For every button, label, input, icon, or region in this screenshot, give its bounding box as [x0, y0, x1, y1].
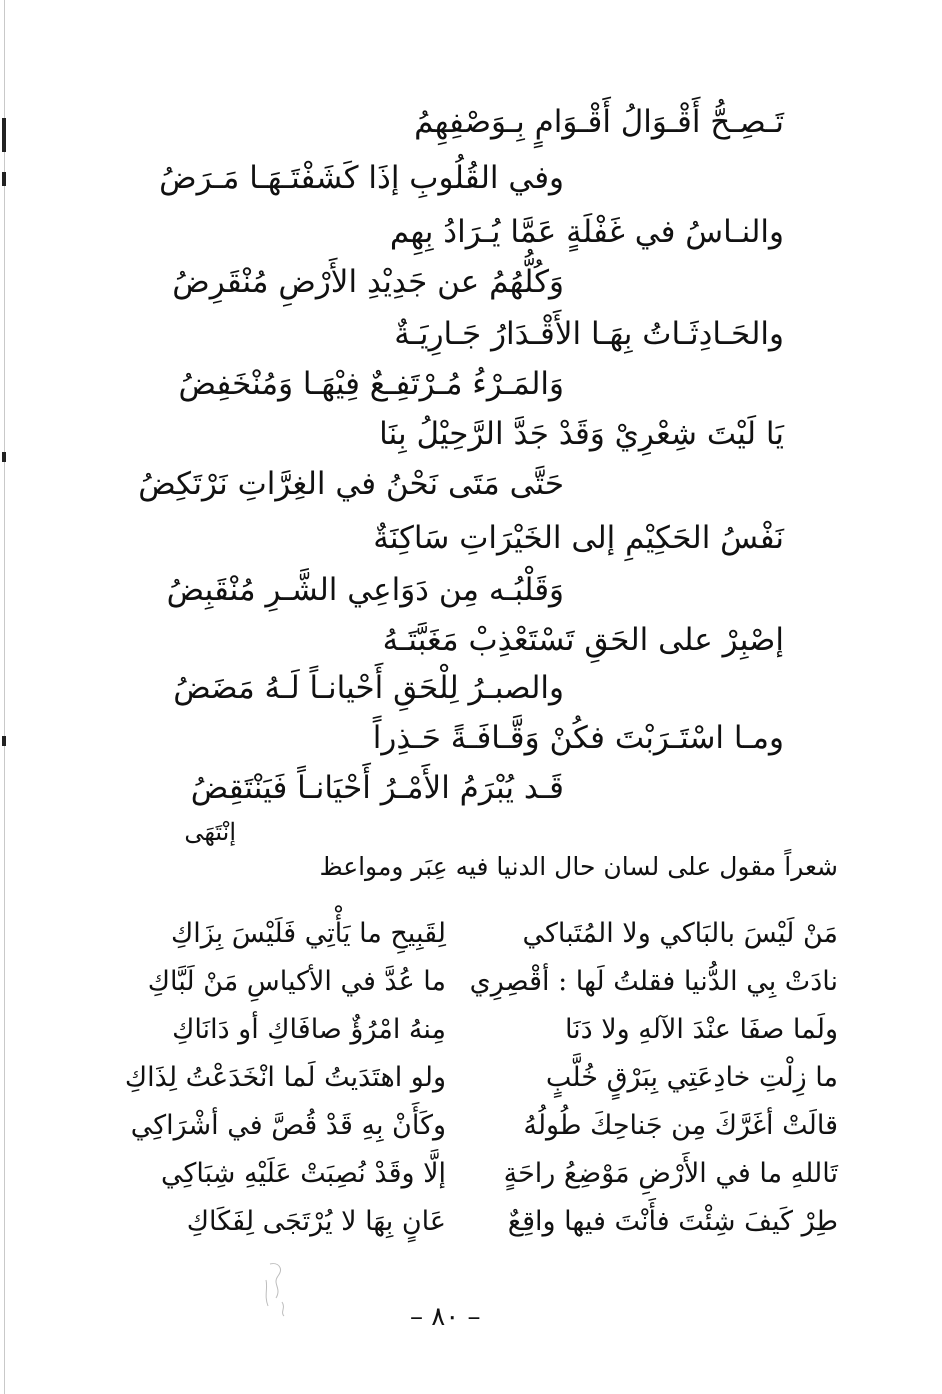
couplet-first-half: ما زِلْتِ خادِعَتِي بِبَرْقٍ خُلَّبٍ [545, 1062, 838, 1093]
couplet-first-half: قالَتْ أغَرَّكَ مِن جَناحِكَ طُولُهُ [523, 1110, 838, 1141]
end-word: إنْتَهَى [184, 818, 236, 846]
poem-one-line: وفي القُلُوبِ إذَا كَشَفْتَـهَـا مَـرَضُ [159, 160, 564, 196]
couplet-first-half: ولَما صفَا عنْدَ الآلهِ ولا دَنَا [564, 1014, 838, 1045]
poem-one-line: قَـد يُبْرَمُ الأَمْـرُ أَحْيَانـاً فَيَنْتَقِضُ [190, 770, 564, 806]
poem-one-line: ومـا اسْتَـرَبْتَ فكُنْ وَقَّـافَـةً حَـذِراً [372, 720, 784, 756]
couplet-second-half: ولو اهتَدَيتُ لَما انْخَدَعْتُ لِذَاكِ [124, 1062, 446, 1093]
scan-edge-mark [2, 452, 6, 462]
poem-one-line: تَـصِـحُّ أَقْـوَالُ أَقْـوَامٍ بِـوَصْفِهِمُ [414, 104, 784, 140]
scan-edge-mark [2, 736, 6, 746]
scan-edge-line [4, 0, 5, 1394]
poem-one-line: والصبـرُ لِلْحَقِ أَحْيانـاً لَـهُ مَضَضُ [173, 670, 564, 706]
couplet-second-half: عَانٍ بِهَا لا يُرْتَجَى لِفَكَاكِ [186, 1206, 446, 1237]
couplet-first-half: نادَتْ بِي الدُّنيا فقلتُ لَها : أقْصِرِي [469, 966, 838, 997]
poem-one-line: حَتَّى مَتَى نَحْنُ في الغِرَّاتِ نَرْتَكِضُ [138, 466, 564, 502]
poem-one-line: نَفْسُ الحَكِيْمِ إلى الخَيْرَاتِ سَاكِنَةٌ [373, 520, 784, 556]
couplet-second-half: لِقَبِيحِ ما يَأْتِي فَلَيْسَ بِزَاكِ [171, 918, 446, 949]
scan-edge-mark [2, 118, 6, 152]
couplet-first-half: مَنْ لَيْسَ بالبَاكي ولا المُتَباكي [522, 918, 838, 949]
couplet-second-half: ما عُدَّ في الأكياسِ مَنْ لَبَّاكِ [147, 966, 446, 997]
poem-one-line: يَا لَيْتَ شِعْرِيْ وَقَدْ جَدَّ الرَّحِيْلُ بِنَا [379, 416, 784, 452]
poem-one-line: وَالمَـرْءُ مُـرْتَفِـعٌ فِيْهَـا وَمُنْخَفِضُ [178, 366, 564, 402]
section-heading: شعراً مقول على لسان حال الدنيا فيه عِبَر ومواعظ [319, 852, 838, 881]
couplet-second-half: إلَّا وقَدْ نُصِبَتْ عَلَيْهِ شِبَاكِي [161, 1158, 446, 1189]
page-number: – ٨٠ – [410, 1302, 481, 1332]
couplet-first-half: تَاللهِ ما في الأَرْضِ مَوْضِعُ راحَةٍ [503, 1158, 838, 1189]
poem-one-line: وَكُلُّهُمُ عن جَدِيْدِ الأَرْضِ مُنْقَرِضُ [172, 264, 564, 300]
couplet-first-half: طِرْ كَيفَ شِئْتَ فأَنْتَ فيها واقِعٌ [507, 1206, 838, 1237]
poem-one-line: وَقَلْبُـه مِن دَوَاعِي الشَّـرِ مُنْقَبِضُ [166, 572, 564, 608]
poem-one-line: إصْبِرْ على الحَقِ تَسْتَعْذِبْ مَغَبَّتَـهُ [382, 622, 784, 658]
couplet-second-half: وكَأَنْ بِهِ قَدْ قُصَّ في أشْرَاكِي [130, 1110, 446, 1141]
pencil-scribble-mark [258, 1258, 298, 1318]
poem-one-line: والنـاسُ في غَفْلَةٍ عَمَّا يُـرَادُ بِهِم [389, 214, 784, 250]
poem-one-line: والحَـادِثَـاتُ بِهَـا الأَقْـدَارُ جَـارِيَـةٌ [394, 316, 784, 352]
couplet-second-half: مِنهُ امْرُؤٌ صافَاكِ أو دَانَاكِ [172, 1014, 446, 1045]
scan-edge-mark [2, 172, 6, 186]
